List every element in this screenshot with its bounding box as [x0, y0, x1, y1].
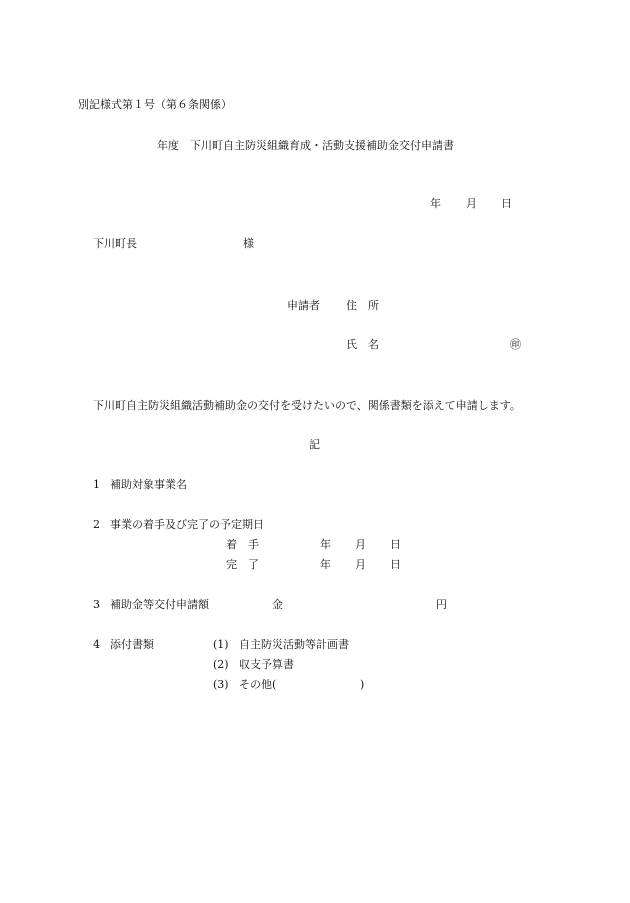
item2-label: 事業の着手及び完了の予定期日	[110, 518, 264, 531]
seal-mark: ㊞	[510, 338, 521, 351]
end-label: 完 了	[226, 558, 259, 571]
amount-kin-label: 金	[272, 598, 283, 611]
start-label: 着 手	[226, 538, 259, 551]
body-text: 下川町自主防災組織活動補助金の交付を受けたいので、関係書類を添えて申請します。	[93, 399, 521, 412]
item4-label: 添付書類	[110, 638, 154, 651]
applicant-label: 申請者	[287, 299, 320, 312]
item2-number: 2	[93, 518, 100, 531]
item1-number: 1	[93, 478, 100, 491]
attachment-1-text: 自主防災活動等計画書	[239, 638, 349, 651]
item1-label: 補助対象事業名	[110, 478, 187, 491]
ki-heading: 記	[309, 438, 320, 451]
document-title: 年度 下川町自主防災組織育成・活動支援補助金交付申請書	[157, 139, 454, 152]
end-year-label: 年	[320, 558, 331, 571]
start-year-label: 年	[320, 538, 331, 551]
date-month-label: 月	[466, 197, 477, 210]
item4-number: 4	[93, 638, 100, 651]
applicant-name-label: 氏 名	[346, 338, 379, 351]
attachment-3-close-paren: )	[360, 678, 365, 691]
attachment-2-num: (2)	[213, 658, 229, 671]
form-number: 別記様式第１号（第６条関係）	[78, 98, 232, 111]
start-day-label: 日	[390, 538, 401, 551]
item3-label: 補助金等交付申請額	[110, 598, 209, 611]
start-month-label: 月	[355, 538, 366, 551]
end-month-label: 月	[355, 558, 366, 571]
attachment-3-text: その他(	[239, 678, 277, 691]
attachment-1-num: (1)	[213, 638, 229, 651]
item3-number: 3	[93, 598, 100, 611]
date-day-label: 日	[501, 197, 512, 210]
attachment-3-num: (3)	[213, 678, 229, 691]
addressee-name: 下川町長	[93, 237, 137, 250]
attachment-2-text: 収支予算書	[239, 658, 294, 671]
applicant-address-label: 住 所	[346, 299, 379, 312]
end-day-label: 日	[390, 558, 401, 571]
date-year-label: 年	[430, 197, 441, 210]
addressee-honorific: 様	[243, 237, 254, 250]
amount-yen-label: 円	[436, 598, 447, 611]
